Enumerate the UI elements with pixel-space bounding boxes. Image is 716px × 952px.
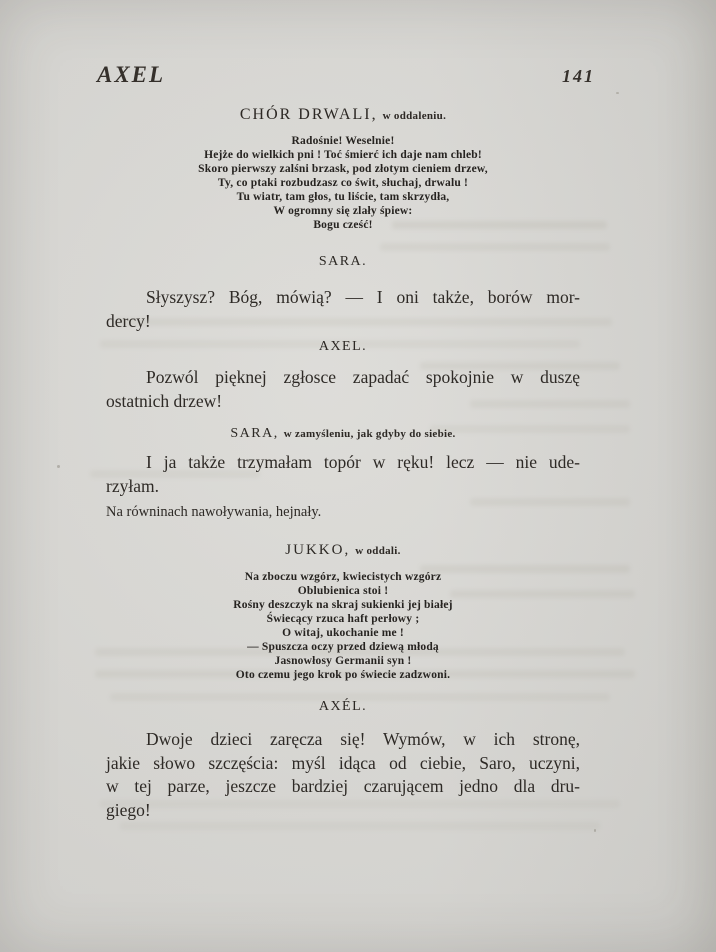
verse-line: Skoro pierwszy zalśni brzask, pod złotym cieniem drzew,: [198, 163, 488, 175]
chorus-verse: [106, 134, 580, 232]
dialogue-line: Słyszysz? Bóg, mówią? — I oni także, borów mor-: [146, 287, 580, 307]
stage-direction: w zamyśleniu, jak gdyby do siebie.: [283, 428, 456, 440]
dialogue-sara-1: [106, 286, 580, 333]
verse-line: Oblubienica stoi !: [297, 585, 389, 597]
verse-line: Świecący rzuca haft perłowy ;: [266, 613, 420, 625]
speaker-name: SARA,: [230, 426, 279, 441]
dialogue-line: jakie słowo szczęścia: myśl idąca od ciebie, Saro, uczyni,: [106, 752, 580, 773]
verse-line: W ogromny się zlały śpiew:: [273, 205, 413, 217]
stage-direction: w oddaleniu.: [382, 110, 447, 122]
verse-line: O witaj, ukochanie me !: [282, 627, 404, 639]
speaker-heading-sara: [106, 252, 580, 270]
page-number: 141: [562, 66, 595, 86]
verse-line: Hejże do wielkich pni ! Toć śmierć ich daje nam chleb!: [204, 149, 482, 161]
verse-line: Oto czemu jego krok po świecie zadzwoni.: [235, 669, 451, 681]
verse-line: Tu wiatr, tam głos, tu liście, tam skrzydła,: [236, 191, 450, 203]
verse-line: — Spuszcza oczy przed dziewą młodą: [247, 641, 439, 653]
stage-note: Na równinach nawoływania, hejnały.: [106, 504, 322, 520]
verse-line: Jasnowłosy Germanii syn !: [274, 655, 412, 667]
dialogue-line: I ja także trzymałam topór w ręku! lecz — nie ude-: [146, 452, 580, 472]
bleed-through-smudge: [120, 822, 600, 830]
speaker-heading-axel: [106, 337, 580, 355]
dialogue-axel-1: [106, 366, 580, 413]
speaker-name: AXEL.: [318, 339, 368, 354]
speaker-name: SARA.: [318, 254, 368, 269]
dialogue-line: w tej parze, jeszcze bardziej czarującem jedno dla dru-: [106, 776, 580, 796]
speaker-heading-sara-2: [106, 424, 580, 442]
dialogue-sara-2: [106, 451, 580, 498]
speaker-name: CHÓR DRWALI,: [239, 106, 378, 123]
dialogue-line: ostatnich drzew!: [106, 390, 223, 411]
running-title: AXEL: [97, 62, 166, 87]
paper-speck: [57, 465, 60, 468]
dialogue-line: giego!: [106, 799, 151, 820]
stage-direction: w oddali.: [355, 545, 401, 557]
speaker-heading-axel-2: [106, 697, 580, 715]
speaker-name: AXÉL.: [318, 699, 368, 714]
paper-speck: [594, 829, 596, 832]
jukko-verse: [106, 570, 580, 682]
verse-line: Ty, co ptaki rozbudzasz co świt, słuchaj, drwalu !: [217, 177, 469, 189]
speaker-name: JUKKO,: [285, 542, 351, 558]
bleed-through-smudge: [380, 243, 610, 251]
verse-line: Bogu cześć!: [313, 219, 373, 231]
dialogue-line: rzyłam.: [106, 475, 159, 496]
speaker-heading-jukko: [106, 541, 580, 559]
dialogue-line: dercy!: [106, 310, 151, 331]
dialogue-axel-2: [106, 728, 580, 822]
verse-line: Na zboczu wzgórz, kwiecistych wzgórz: [244, 571, 442, 583]
verse-line: Radośnie! Weselnie!: [291, 135, 395, 147]
verse-line: Rośny deszczyk na skraj sukienki jej białej: [233, 599, 453, 611]
paper-speck: [616, 92, 619, 94]
running-head: [0, 62, 716, 90]
dialogue-line: Pozwól pięknej zgłosce zapadać spokojnie w duszę: [146, 367, 580, 387]
speaker-heading-chorus: [106, 106, 580, 124]
dialogue-line: Dwoje dzieci zaręcza się! Wymów, w ich stronę,: [146, 729, 580, 749]
